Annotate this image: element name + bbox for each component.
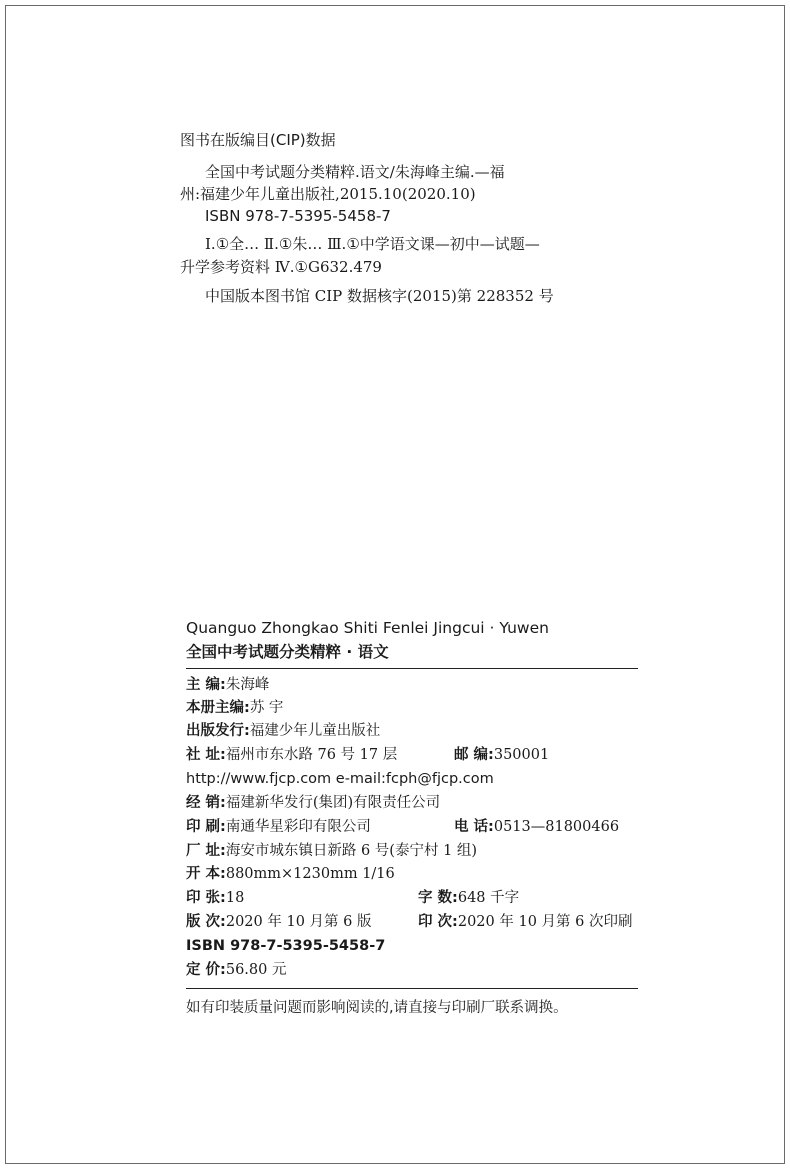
sheets-row (186, 888, 646, 908)
web-row: http://www.fjcp.com e-mail:fcph@fjcp.com (186, 771, 494, 787)
factory-address-label: 厂 址: (186, 843, 226, 859)
format-row (186, 864, 395, 884)
edition-row (186, 912, 646, 932)
cip-record-number: 中国版本图书馆 CIP 数据核字(2015)第 228352 号 (205, 287, 554, 305)
price-label: 定 价: (186, 962, 226, 978)
chief-editor-value: 朱海峰 (225, 677, 270, 693)
price-value: 56.80 元 (225, 962, 287, 978)
postcode-label: 邮 编: (454, 747, 494, 763)
factory-address-row (186, 841, 477, 861)
cip-entry-line2: 州:福建少年儿童出版社,2015.10(2020.10) (180, 185, 476, 203)
cip-subjects-line1: Ⅰ.①全… Ⅱ.①朱… Ⅲ.①中学语文课—初中—试题— (205, 235, 540, 253)
factory-address-value: 海安市城东镇日新路 6 号(泰宁村 1 组) (225, 843, 478, 859)
chief-editor-row (186, 675, 269, 695)
printing-value: 2020 年 10 月第 6 次印刷 (457, 914, 633, 930)
phone-value: 0513—81800466 (493, 819, 620, 835)
chief-editor-label: 主 编: (186, 677, 226, 693)
title-chinese: 全国中考试题分类精粹 · 语文 (186, 643, 389, 661)
publisher-label: 出版发行: (186, 723, 250, 739)
cip-heading: 图书在版编目(CIP)数据 (180, 131, 336, 149)
volume-editor-label: 本册主编: (186, 700, 250, 716)
address-value: 福州市东水路 76 号 17 层 (225, 747, 398, 763)
divider-top (186, 668, 638, 669)
colophon-isbn: ISBN 978-7-5395-5458-7 (186, 938, 386, 954)
edition-label: 版 次: (186, 914, 226, 930)
edition-value: 2020 年 10 月第 6 版 (225, 914, 372, 930)
address-label: 社 址: (186, 747, 226, 763)
word-count-value: 648 千字 (457, 890, 520, 906)
sheets-value: 18 (225, 890, 245, 906)
printing-label: 印 次: (418, 914, 458, 930)
cip-entry-line1: 全国中考试题分类精粹.语文/朱海峰主编.—福 (205, 163, 505, 181)
cip-subjects-line2: 升学参考资料 Ⅳ.①G632.479 (180, 258, 382, 276)
volume-editor-value: 苏 宇 (249, 700, 284, 716)
quality-notice: 如有印装质量问题而影响阅读的,请直接与印刷厂联系调换。 (186, 1000, 568, 1016)
distributor-label: 经 销: (186, 795, 226, 811)
publisher-row (186, 721, 380, 741)
divider-bottom (186, 988, 638, 989)
phone-label: 电 话: (454, 819, 494, 835)
printer-label: 印 刷: (186, 819, 226, 835)
postcode-value: 350001 (493, 747, 550, 763)
cip-isbn: ISBN 978-7-5395-5458-7 (205, 207, 391, 225)
distributor-row (186, 793, 440, 813)
printer-value: 南通华星彩印有限公司 (225, 819, 371, 835)
format-label: 开 本: (186, 866, 226, 882)
publisher-value: 福建少年儿童出版社 (249, 723, 381, 739)
address-row (186, 745, 646, 765)
word-count-label: 字 数: (418, 890, 458, 906)
printer-row (186, 817, 646, 837)
price-row (186, 960, 286, 980)
distributor-value: 福建新华发行(集团)有限责任公司 (225, 795, 441, 811)
format-value: 880mm×1230mm 1/16 (225, 866, 395, 882)
title-pinyin: Quanguo Zhongkao Shiti Fenlei Jingcui · Yuwen (186, 619, 549, 637)
volume-editor-row (186, 698, 283, 718)
sheets-label: 印 张: (186, 890, 226, 906)
